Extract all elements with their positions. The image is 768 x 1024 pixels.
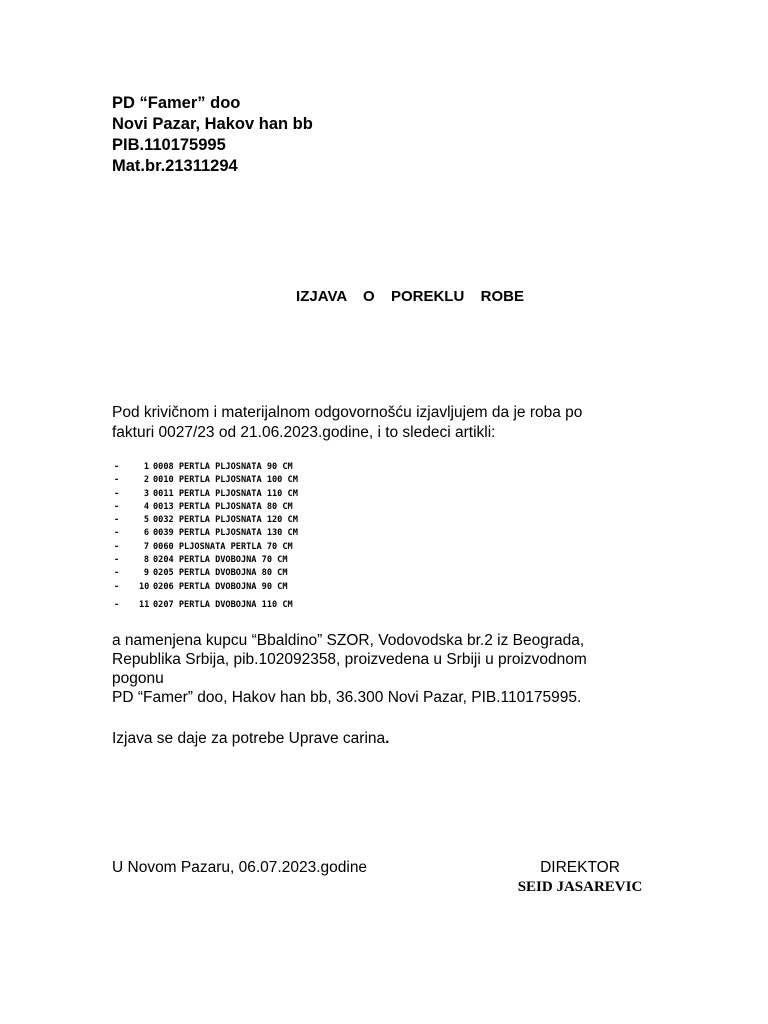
company-header	[112, 93, 313, 177]
item-dash: -	[114, 599, 120, 610]
signatory-role: DIREKTOR	[540, 859, 620, 876]
destination-paragraph	[112, 631, 587, 707]
item-text: 0010 PERTLA PLJOSNATA 100 CM	[153, 475, 298, 486]
list-item	[114, 527, 298, 540]
list-item	[114, 554, 298, 567]
item-number: 4	[143, 501, 149, 512]
item-number: 7	[143, 541, 149, 552]
list-item	[114, 461, 298, 474]
company-name: PD “Famer” doo	[112, 94, 241, 112]
list-item	[114, 599, 298, 612]
place-and-date: U Novom Pazaru, 06.07.2023.godine	[112, 859, 368, 876]
item-number: 10	[139, 581, 150, 592]
intro-line-1: Pod krivičnom i materijalnom odgovornošću izjavljujem da je roba po	[112, 404, 583, 421]
item-dash: -	[114, 515, 120, 526]
item-text: 0204 PERTLA DVOBOJNA 70 CM	[153, 555, 288, 566]
item-dash: -	[114, 528, 120, 539]
item-text: 0207 PERTLA DVOBOJNA 110 CM	[153, 599, 293, 610]
item-number: 5	[143, 515, 149, 526]
list-item	[114, 474, 298, 487]
body-line-4: PD “Famer” doo, Hakov han bb, 36.300 Novi Pazar, PIB.110175995.	[112, 689, 582, 706]
item-number: 6	[143, 528, 149, 539]
item-text: 0039 PERTLA PLJOSNATA 130 CM	[153, 528, 298, 539]
closing-statement	[112, 730, 389, 748]
item-number: 2	[143, 475, 149, 486]
item-text: 0032 PERTLA PLJOSNATA 120 CM	[153, 515, 298, 526]
item-text: 0011 PERTLA PLJOSNATA 110 CM	[153, 488, 298, 499]
list-item	[114, 514, 298, 527]
list-item	[114, 581, 298, 594]
company-mat-br: Mat.br.21311294	[112, 157, 238, 175]
document-title: IZJAVA O POREKLU ROBE	[296, 288, 524, 305]
item-number: 8	[143, 555, 149, 566]
item-dash: -	[114, 581, 120, 592]
item-dash: -	[114, 501, 120, 512]
signature-block	[500, 859, 660, 896]
item-text: 0206 PERTLA DVOBOJNA 90 CM	[153, 581, 288, 592]
item-number: 3	[143, 488, 149, 499]
signatory-name: SEID JASAREVIC	[517, 879, 643, 895]
item-dash: -	[114, 462, 120, 472]
item-dash: -	[114, 475, 120, 486]
company-pib: PIB.110175995	[112, 136, 226, 154]
item-dash: -	[114, 555, 120, 566]
item-number: 11	[139, 599, 150, 610]
item-number: 9	[143, 568, 149, 579]
closing-text: Izjava se daje za potrebe Uprave carina	[112, 730, 386, 747]
item-dash: -	[114, 488, 120, 499]
body-line-2: Republika Srbija, pib.102092358, proizvedena u Srbiji u proizvodnom	[112, 651, 587, 668]
item-text: 0013 PERTLA PLJOSNATA 80 CM	[153, 501, 293, 512]
closing-period: .	[385, 730, 390, 747]
item-dash: -	[114, 568, 120, 579]
intro-line-2: fakturi 0027/23 od 21.06.2023.godine, i to sledeci artikli:	[112, 424, 496, 441]
intro-paragraph	[112, 403, 632, 443]
item-text: 0008 PERTLA PLJOSNATA 90 CM	[153, 462, 293, 472]
list-item	[114, 501, 298, 514]
body-line-3: pogonu	[112, 670, 164, 687]
list-item	[114, 541, 298, 554]
item-text: 0205 PERTLA DVOBOJNA 80 CM	[153, 568, 288, 579]
company-address: Novi Pazar, Hakov han bb	[112, 115, 313, 133]
list-item	[114, 488, 298, 501]
item-list	[114, 461, 298, 612]
list-item	[114, 567, 298, 580]
item-text: 0060 PLJOSNATA PERTLA 70 CM	[153, 541, 293, 552]
item-number: 1	[143, 462, 149, 472]
item-dash: -	[114, 541, 120, 552]
body-line-1: a namenjena kupcu “Bbaldino” SZOR, Vodovodska br.2 iz Beograda,	[112, 632, 585, 649]
